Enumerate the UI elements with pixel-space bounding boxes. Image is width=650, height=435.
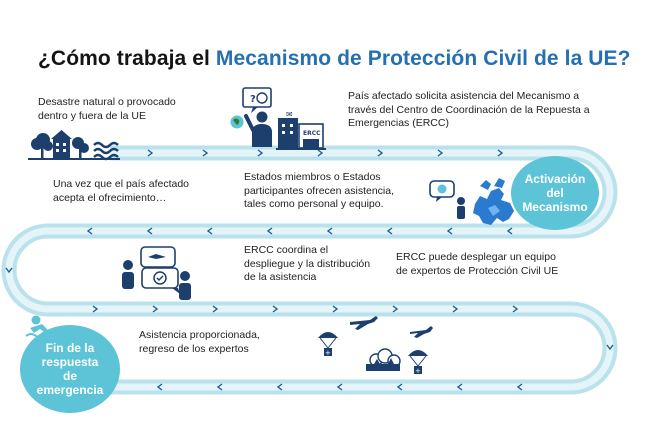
page-title bbox=[38, 47, 631, 71]
title-highlight: Mecanismo de Protección Civil de la UE? bbox=[215, 47, 631, 70]
request-assistance-icon bbox=[231, 88, 327, 150]
activation-line-2: del bbox=[546, 186, 564, 200]
step-accept: Una vez que el país afectado acepta el ofrecimiento… bbox=[53, 178, 190, 204]
activation-icon bbox=[430, 178, 514, 225]
end-line-3: de bbox=[62, 369, 77, 383]
activation-line-3: Mecanismo bbox=[522, 200, 588, 214]
svg-text:✉: ✉ bbox=[286, 110, 293, 119]
step-disaster: Desastre natural o provocado dentro y fuera de la UE bbox=[38, 96, 176, 122]
title-prefix: ¿Cómo trabaja el bbox=[38, 47, 210, 70]
svg-text:?: ? bbox=[250, 94, 256, 105]
coordination-icon bbox=[122, 247, 191, 300]
end-line-4: emergencia bbox=[36, 383, 104, 397]
step-deploy-experts: ERCC puede desplegar un equipo de expertos de Protección Civil UE bbox=[396, 251, 559, 277]
activation-badge bbox=[511, 156, 599, 230]
step-offer: Estados miembros o Estados participantes ofrecen asistencia, tales como personal y equipo. bbox=[244, 171, 394, 210]
end-line-1: Fin de la bbox=[45, 341, 95, 355]
step-assistance-provided: Asistencia proporcionada, regreso de los expertos bbox=[139, 329, 260, 355]
end-line-2: respuesta bbox=[41, 355, 99, 369]
disaster-icon bbox=[28, 130, 120, 160]
svg-text:+: + bbox=[325, 349, 331, 357]
step-coordinate: ERCC coordina el despliegue y la distribución de la asistencia bbox=[244, 244, 371, 283]
svg-text:+: + bbox=[415, 367, 421, 375]
deployment-icon bbox=[318, 316, 433, 375]
step-request: País afectado solicita asistencia del Mecanismo a través del Centro de Coordinación de la Repuesta a Emergencias (ERCC) bbox=[348, 90, 590, 129]
ercc-sign: ERCC bbox=[303, 130, 321, 137]
end-of-response-badge bbox=[20, 325, 120, 413]
activation-line-1: Activación bbox=[524, 172, 586, 186]
